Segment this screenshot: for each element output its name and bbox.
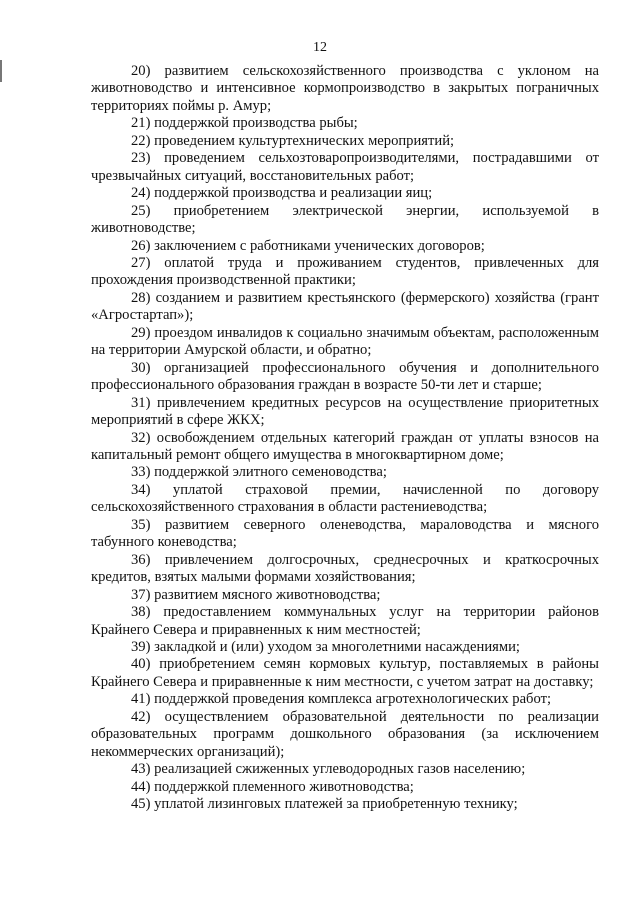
document-body (91, 63, 599, 813)
list-item: 27) оплатой труда и проживанием студентов, привлеченных для прохождения производственной практики; (91, 254, 599, 289)
list-item: 26) заключением с работниками ученических договоров; (131, 237, 485, 254)
list-item: 36) привлечением долгосрочных, среднесрочных и краткосрочных кредитов, взятых малыми формами хозяйствования; (91, 551, 599, 586)
list-item: 29) проездом инвалидов к социально значимым объектам, расположенным на территории Амурской области, и обратно; (91, 324, 599, 359)
list-item: 43) реализацией сжиженных углеводородных газов населению; (131, 761, 526, 778)
list-item: 40) приобретением семян кормовых культур, поставляемых в районы Крайнего Севера и приравненные к ним местности, с учетом затрат на доставку; (91, 656, 599, 690)
list-item: 25) приобретением электрической энергии, используемой в животноводстве; (91, 202, 599, 237)
list-item: 31) привлечением кредитных ресурсов на осуществление приоритетных мероприятий в сфере ЖКХ; (91, 394, 599, 429)
list-item: 37) развитием мясного животноводства; (131, 586, 381, 603)
page-number: 12 (313, 40, 327, 55)
list-item: 30) организацией профессионального обучения и дополнительного профессионального образования граждан в возрасте 50-ти лет и старше; (91, 359, 599, 394)
list-item: 22) проведением культуртехнических мероприятий; (131, 132, 455, 149)
list-item: 20) развитием сельскохозяйственного производства с уклоном на животноводство и интенсивное кормопроизводство в закрытых пограничных территориях поймы р. Амур; (91, 63, 599, 114)
list-item: 38) предоставлением коммунальных услуг на территории районов Крайнего Севера и приравненных к ним местностей; (91, 604, 599, 638)
list-item: 23) проведением сельхозтоваропроизводителями, пострадавшими от чрезвычайных ситуаций, восстановительных работ; (91, 150, 599, 184)
list-item: 45) уплатой лизинговых платежей за приобретенную технику; (131, 796, 518, 813)
list-item: 24) поддержкой производства и реализации яиц; (131, 185, 433, 202)
list-item: 21) поддержкой производства рыбы; (131, 115, 358, 132)
list-item: 35) развитием северного оленеводства, мараловодства и мясного табунного коневодства; (91, 516, 599, 551)
list-item: 32) освобождением отдельных категорий граждан от уплаты взносов на капитальный ремонт общего имущества в многоквартирном доме; (91, 429, 599, 463)
list-item: 28) созданием и развитием крестьянского (фермерского) хозяйства (грант «Агростартап»); (91, 289, 599, 324)
scan-margin-mark (0, 60, 2, 82)
list-item: 34) уплатой страховой премии, начисленной по договору сельскохозяйственного страхования в области растениеводства; (91, 481, 599, 516)
list-item: 44) поддержкой племенного животноводства; (131, 778, 414, 795)
list-item: 41) поддержкой проведения комплекса агротехнологических работ; (131, 691, 552, 708)
list-item: 39) закладкой и (или) уходом за многолетними насаждениями; (131, 638, 520, 655)
list-item: 42) осуществлением образовательной деятельности по реализации образовательных программ дошкольного образования (за исключением некоммерческих организаций); (91, 708, 599, 760)
list-item: 33) поддержкой элитного семеноводства; (131, 464, 387, 481)
